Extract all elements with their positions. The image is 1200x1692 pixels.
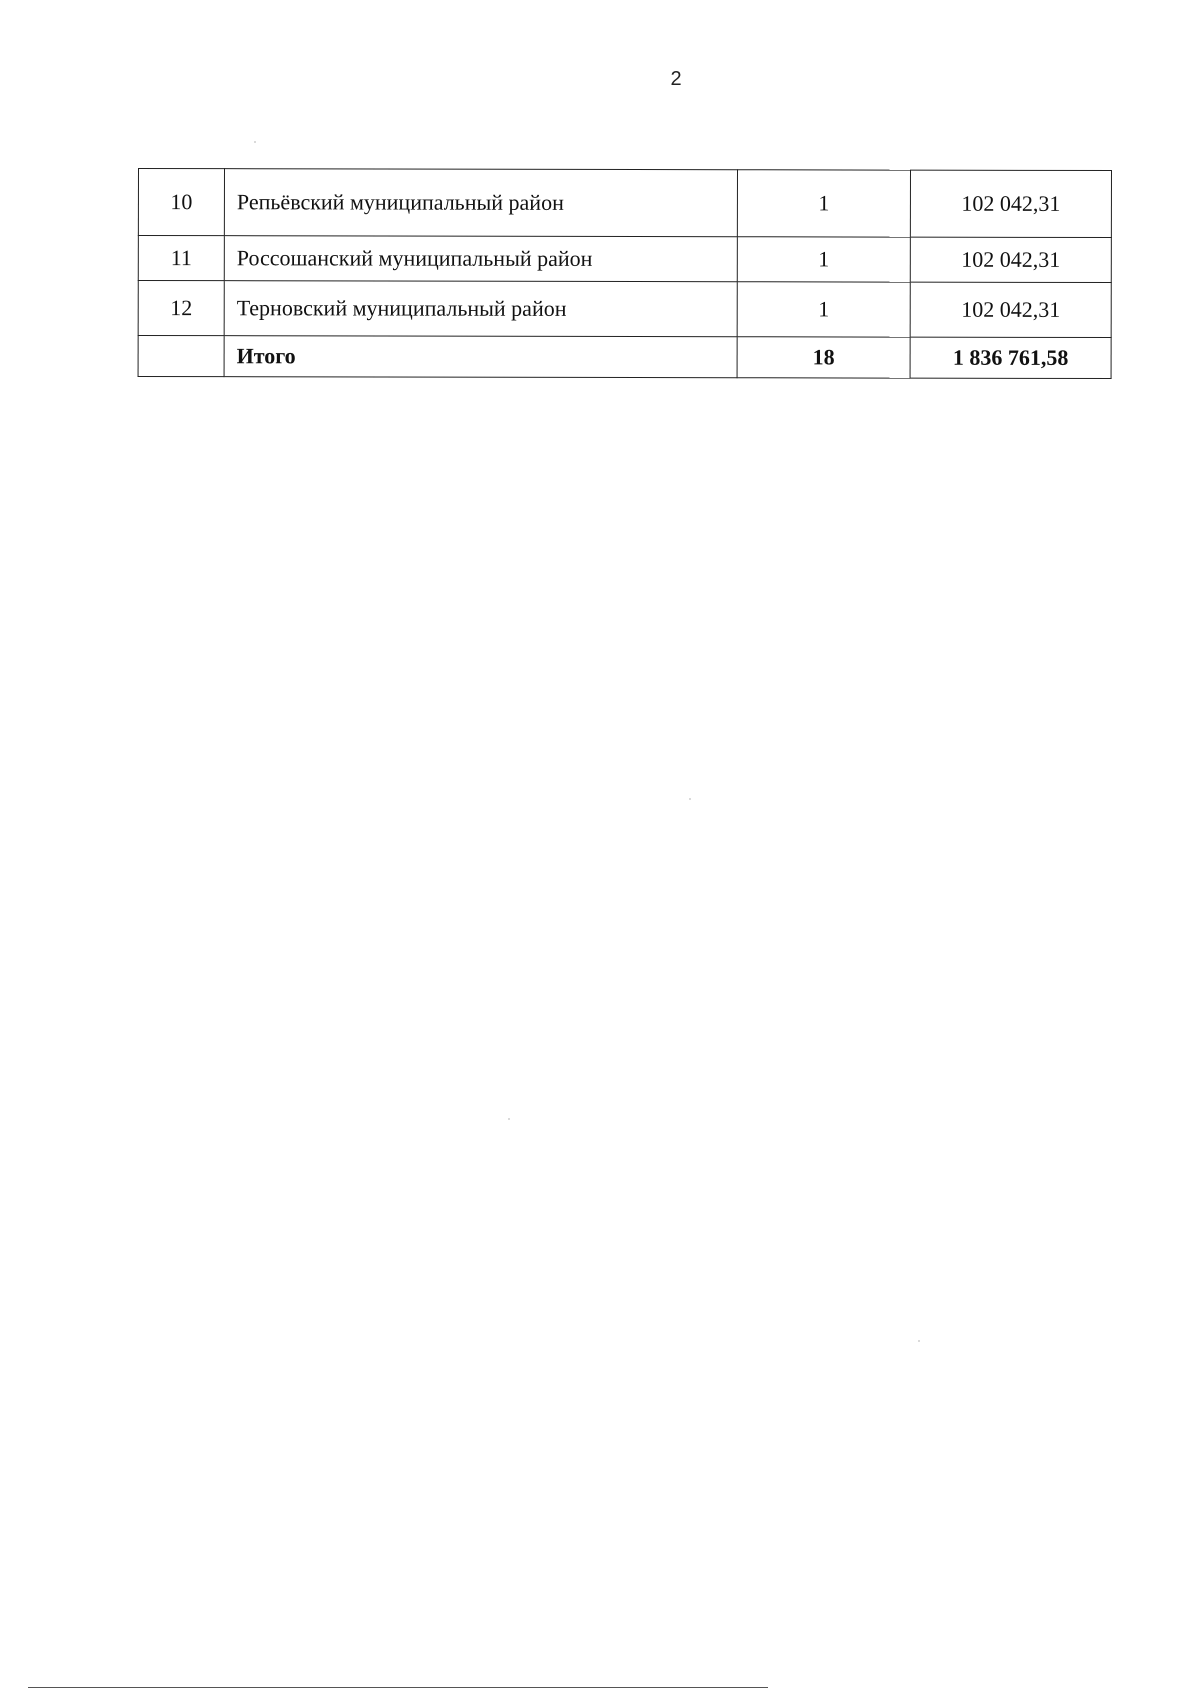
allocation-table [138, 168, 1112, 379]
sum-value: 102 042,31 [910, 170, 1111, 237]
district-name: Терновский муниципальный район [224, 281, 737, 337]
total-row-number [138, 336, 224, 377]
total-label: Итого [224, 336, 737, 378]
table-total-row [138, 336, 1111, 379]
table-row [138, 169, 1111, 238]
count-value: 1 [737, 170, 910, 237]
count-value: 1 [737, 282, 910, 337]
scan-speck [689, 798, 691, 800]
row-number: 11 [138, 236, 224, 281]
page-number: 2 [670, 68, 682, 90]
row-number: 12 [138, 281, 224, 336]
total-sum: 1 836 761,58 [910, 337, 1111, 378]
scan-speck [508, 1118, 510, 1120]
scan-speck [254, 141, 256, 143]
row-number: 10 [138, 169, 224, 236]
scan-bottom-edge [28, 1687, 768, 1688]
sum-value: 102 042,31 [910, 282, 1111, 337]
count-value: 1 [737, 237, 910, 282]
scan-speck [918, 1340, 920, 1342]
sum-value: 102 042,31 [910, 237, 1111, 282]
district-name: Россошанский муниципальный район [224, 236, 737, 282]
table-row [138, 281, 1111, 338]
district-name: Репьёвский муниципальный район [224, 169, 737, 237]
total-count: 18 [737, 337, 910, 378]
table-row [138, 236, 1111, 283]
